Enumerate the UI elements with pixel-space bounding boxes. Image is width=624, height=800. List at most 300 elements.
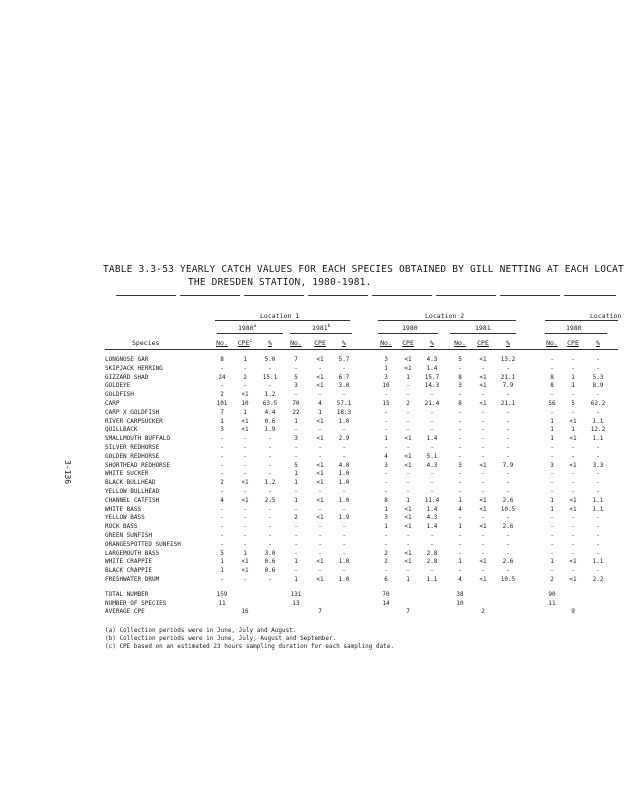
species-row-cell: - bbox=[220, 514, 224, 522]
species-row-cell: 3 bbox=[384, 461, 388, 469]
species-row-cell: - bbox=[550, 356, 554, 363]
species-row-cell: - bbox=[506, 444, 510, 451]
species-row-cell: - bbox=[596, 444, 600, 451]
species-row-cell: 1 bbox=[571, 382, 575, 390]
species-row-cell: 6 bbox=[384, 576, 388, 583]
species-row-cell: <1 bbox=[569, 505, 577, 513]
species-row-cell: 8 bbox=[550, 373, 554, 381]
species-row-cell: - bbox=[243, 435, 247, 443]
table-title: TABLE 3.3-53 YEARLY CATCH VALUES FOR EACH SPECIES OBTAINED BY GILL NETTING AT EACH LOCAT bbox=[103, 264, 624, 275]
species-row-cell: 5.3 bbox=[592, 373, 604, 381]
species-row-cell: - bbox=[268, 540, 272, 548]
species-row-cell: - bbox=[430, 540, 434, 548]
species-row-cell: - bbox=[243, 514, 247, 522]
species-row-cell: - bbox=[268, 523, 272, 531]
species-row-cell: 1.1 bbox=[592, 496, 604, 504]
species-row-label: LONGNOSE GAR bbox=[105, 356, 149, 363]
species-row-cell: - bbox=[550, 470, 554, 478]
species-row-cell: <1 bbox=[316, 461, 324, 469]
species-row-cell: 10 bbox=[241, 400, 249, 407]
species-row-cell: 21.4 bbox=[424, 400, 440, 407]
species-row-cell: - bbox=[506, 567, 510, 575]
species-row-cell: 2 bbox=[384, 549, 388, 557]
species-row-cell: <1 bbox=[316, 558, 324, 566]
species-row-cell: - bbox=[481, 549, 485, 557]
species-row-cell: 4 bbox=[458, 505, 462, 513]
species-row-cell: - bbox=[458, 364, 462, 372]
species-row-cell: - bbox=[384, 470, 388, 478]
species-row-cell: - bbox=[268, 488, 272, 495]
species-row-cell: - bbox=[384, 408, 388, 416]
summary-row-cell: 131 bbox=[290, 591, 302, 598]
species-row-cell: - bbox=[268, 461, 272, 469]
species-row-cell: <1 bbox=[479, 373, 487, 381]
species-row-cell: - bbox=[406, 444, 410, 451]
species-row-cell: <1 bbox=[316, 417, 324, 425]
species-row-cell: - bbox=[430, 391, 434, 399]
species-row-cell: - bbox=[571, 479, 575, 487]
species-row-cell: <1 bbox=[479, 523, 487, 531]
species-row-cell: - bbox=[596, 479, 600, 487]
species-row-cell: - bbox=[430, 567, 434, 575]
species-row-cell: 2.6 bbox=[502, 523, 514, 531]
loc2-1980-rule bbox=[378, 333, 438, 334]
species-row-cell: - bbox=[318, 488, 322, 495]
species-row-cell: - bbox=[406, 540, 410, 548]
species-row-cell: - bbox=[458, 444, 462, 451]
species-row-cell: - bbox=[550, 452, 554, 460]
species-row-label: WHITE BASS bbox=[105, 505, 142, 513]
species-row-label: YELLOW BASS bbox=[105, 514, 145, 522]
species-row-cell: - bbox=[506, 470, 510, 478]
species-row-cell: - bbox=[243, 382, 247, 390]
species-row-cell: - bbox=[318, 444, 322, 451]
species-row-cell: - bbox=[406, 382, 410, 390]
species-row-cell: - bbox=[458, 417, 462, 425]
species-row-cell: 14.3 bbox=[424, 382, 440, 390]
species-row-cell: - bbox=[458, 549, 462, 557]
species-row-cell: - bbox=[384, 532, 388, 539]
loc2-1981-rule bbox=[450, 333, 516, 334]
species-row-cell: - bbox=[571, 523, 575, 531]
species-row-cell: - bbox=[550, 364, 554, 372]
summary-row-cell: 70 bbox=[382, 591, 390, 598]
column-header-pct: % bbox=[596, 339, 600, 347]
species-row-cell: 1.0 bbox=[338, 417, 350, 425]
column-header-no: No. bbox=[216, 339, 228, 347]
species-row-cell: 1 bbox=[550, 417, 554, 425]
species-row-cell: - bbox=[458, 532, 462, 539]
species-row-cell: - bbox=[481, 426, 485, 434]
species-row-cell: 1 bbox=[243, 408, 247, 416]
species-row-cell: <1 bbox=[241, 391, 249, 399]
species-row-cell: 1.1 bbox=[592, 435, 604, 443]
species-row-cell: - bbox=[481, 567, 485, 575]
species-row-cell: - bbox=[318, 364, 322, 372]
species-row-cell: 1 bbox=[406, 576, 410, 583]
species-row-cell: - bbox=[506, 549, 510, 557]
loc1-1981-header: 1981$^b$ bbox=[312, 324, 331, 333]
species-row-cell: <1 bbox=[479, 505, 487, 513]
summary-row-cell: 38 bbox=[456, 591, 464, 598]
summary-row-cell: 7 bbox=[406, 608, 410, 615]
species-row-cell: - bbox=[268, 452, 272, 460]
column-header-pct: % bbox=[506, 339, 510, 347]
column-header-pct: % bbox=[268, 339, 272, 347]
species-row-label: SMALLMOUTH BUFFALO bbox=[105, 435, 171, 443]
species-row-cell: - bbox=[430, 426, 434, 434]
species-row-cell: - bbox=[481, 452, 485, 460]
column-header-pct: % bbox=[430, 339, 434, 347]
species-row-cell: - bbox=[342, 452, 346, 460]
species-row-cell: - bbox=[430, 470, 434, 478]
loc3-1980-header: 1980 bbox=[566, 324, 582, 332]
species-row-label: GOLDEN REDHORSE bbox=[105, 452, 160, 460]
species-row-cell: - bbox=[596, 540, 600, 548]
species-row-cell: - bbox=[571, 444, 575, 451]
species-row-label: BLACK BULLHEAD bbox=[105, 479, 156, 487]
species-row-cell: 5 bbox=[458, 356, 462, 363]
species-row-cell: - bbox=[294, 391, 298, 399]
species-row-cell: 6.7 bbox=[338, 373, 350, 381]
species-row-cell: - bbox=[550, 567, 554, 575]
species-row-cell: 70 bbox=[292, 400, 300, 407]
species-row-cell: - bbox=[384, 479, 388, 487]
species-row-cell: 1 bbox=[384, 364, 388, 372]
species-row-cell: 1.9 bbox=[264, 426, 276, 434]
species-row-cell: - bbox=[596, 470, 600, 478]
species-row-cell: <1 bbox=[316, 576, 324, 583]
species-row-cell: - bbox=[318, 523, 322, 531]
species-row-cell: - bbox=[550, 540, 554, 548]
species-row-cell: 8 bbox=[458, 400, 462, 407]
species-row-cell: 5 bbox=[294, 461, 298, 469]
species-row-cell: 3 bbox=[220, 426, 224, 434]
location-1-header: Location 1 bbox=[260, 312, 300, 320]
species-row-cell: - bbox=[458, 488, 462, 495]
species-row-cell: - bbox=[318, 567, 322, 575]
species-row-cell: <1 bbox=[241, 479, 249, 487]
summary-row-cell: 9 bbox=[571, 608, 575, 615]
species-row-cell: - bbox=[384, 540, 388, 548]
species-row-cell: - bbox=[506, 540, 510, 548]
species-row-cell: 3 bbox=[384, 373, 388, 381]
species-row-cell: - bbox=[481, 470, 485, 478]
species-row-cell: - bbox=[571, 452, 575, 460]
species-row-cell: - bbox=[220, 470, 224, 478]
species-row-cell: <1 bbox=[479, 576, 487, 583]
species-row-cell: 3 bbox=[458, 461, 462, 469]
species-row-cell: 2 bbox=[384, 558, 388, 566]
species-row-cell: - bbox=[430, 479, 434, 487]
species-row-cell: - bbox=[596, 452, 600, 460]
species-row-cell: 8 bbox=[550, 382, 554, 390]
species-row-cell: - bbox=[220, 505, 224, 513]
species-row-cell: 1 bbox=[243, 549, 247, 557]
species-row-cell: - bbox=[220, 576, 224, 583]
species-row-cell: - bbox=[506, 435, 510, 443]
species-row-cell: - bbox=[294, 426, 298, 434]
footnote-b: (b) Collection periods were in June, July, August and September. bbox=[105, 635, 337, 642]
species-row-cell: - bbox=[596, 523, 600, 531]
species-row-cell: - bbox=[596, 567, 600, 575]
species-row-cell: - bbox=[268, 576, 272, 583]
species-row-cell: - bbox=[243, 461, 247, 469]
species-row-cell: - bbox=[506, 514, 510, 522]
species-row-cell: <1 bbox=[316, 496, 324, 504]
species-row-cell: - bbox=[550, 532, 554, 539]
species-row-cell: 1 bbox=[294, 496, 298, 504]
species-row-cell: <1 bbox=[479, 382, 487, 390]
summary-row-cell: 11 bbox=[218, 599, 226, 607]
species-row-cell: 22 bbox=[292, 408, 300, 416]
species-row-label: SKIPJACK HERRING bbox=[105, 364, 163, 372]
species-row-cell: 1.4 bbox=[426, 505, 438, 513]
species-row-cell: 7.9 bbox=[502, 461, 514, 469]
species-row-cell: 1 bbox=[458, 523, 462, 531]
species-row-cell: 56 bbox=[548, 400, 556, 407]
species-row-cell: - bbox=[318, 549, 322, 557]
species-row-cell: - bbox=[430, 408, 434, 416]
species-row-cell: 2 bbox=[294, 514, 298, 522]
species-row-cell: 2 bbox=[243, 373, 247, 381]
species-row-cell: - bbox=[294, 523, 298, 531]
species-row-cell: - bbox=[342, 540, 346, 548]
species-row-cell: - bbox=[458, 514, 462, 522]
species-row-cell: - bbox=[596, 408, 600, 416]
species-row-cell: 1 bbox=[571, 426, 575, 434]
species-row-cell: <1 bbox=[569, 417, 577, 425]
species-row-cell: 1 bbox=[220, 567, 224, 575]
species-row-cell: <1 bbox=[404, 549, 412, 557]
species-row-cell: - bbox=[243, 470, 247, 478]
summary-row-cell: 2 bbox=[481, 608, 485, 615]
species-row-label: CARP bbox=[105, 400, 120, 407]
species-row-cell: - bbox=[294, 567, 298, 575]
species-row-cell: 1 bbox=[571, 373, 575, 381]
loc2-1981-header: 1981 bbox=[475, 324, 491, 332]
species-row-cell: 12.2 bbox=[590, 426, 606, 434]
species-row-cell: <1 bbox=[404, 461, 412, 469]
species-row-cell: - bbox=[550, 523, 554, 531]
summary-row-cell: 7 bbox=[318, 608, 322, 615]
loc1-1980-header: 1980$^a$ bbox=[238, 324, 257, 333]
species-row-cell: - bbox=[550, 444, 554, 451]
species-row-cell: - bbox=[506, 408, 510, 416]
species-row-cell: 2 bbox=[406, 400, 410, 407]
species-row-cell: - bbox=[243, 488, 247, 495]
loc1-1981-rule bbox=[290, 333, 352, 334]
species-row-cell: - bbox=[318, 505, 322, 513]
species-row-cell: - bbox=[406, 532, 410, 539]
species-row-cell: 15.1 bbox=[262, 373, 278, 381]
species-row-cell: - bbox=[571, 391, 575, 399]
column-header-cpe: CPE bbox=[477, 339, 489, 347]
species-row-cell: 13.2 bbox=[500, 356, 516, 363]
species-row-cell: <1 bbox=[316, 373, 324, 381]
species-row-cell: 2.9 bbox=[338, 435, 350, 443]
species-row-cell: - bbox=[571, 549, 575, 557]
species-row-cell: <1 bbox=[479, 496, 487, 504]
column-header-cpe: CPE bbox=[402, 339, 414, 347]
species-row-cell: <1 bbox=[404, 452, 412, 460]
species-row-cell: 11.4 bbox=[424, 496, 440, 504]
species-row-cell: <1 bbox=[479, 356, 487, 363]
species-row-cell: 1.0 bbox=[338, 479, 350, 487]
species-row-cell: 15 bbox=[382, 400, 390, 407]
species-row-cell: 4.0 bbox=[338, 461, 350, 469]
species-row-cell: - bbox=[342, 505, 346, 513]
species-row-cell: <1 bbox=[404, 514, 412, 522]
species-row-cell: 3 bbox=[384, 356, 388, 363]
species-row-cell: 1 bbox=[220, 417, 224, 425]
species-row-cell: 2.5 bbox=[264, 496, 276, 504]
species-row-cell: - bbox=[571, 567, 575, 575]
species-row-cell: - bbox=[268, 470, 272, 478]
location-3-header: Location bbox=[590, 312, 622, 320]
species-row-cell: 15.7 bbox=[424, 373, 440, 381]
species-row-cell: - bbox=[220, 540, 224, 548]
species-row-cell: 18.3 bbox=[336, 408, 352, 416]
location-2-rule bbox=[378, 320, 516, 321]
species-row-cell: - bbox=[481, 514, 485, 522]
species-row-label: GREEN SUNFISH bbox=[105, 532, 152, 539]
species-row-cell: - bbox=[243, 532, 247, 539]
species-row-label: QUILLBACK bbox=[105, 426, 138, 434]
summary-row-cell: 13 bbox=[292, 599, 300, 607]
species-row-cell: 3 bbox=[550, 461, 554, 469]
species-row-cell: 0.6 bbox=[264, 417, 276, 425]
column-header-cpe: CPE bbox=[567, 339, 579, 347]
species-row-cell: <1 bbox=[479, 558, 487, 566]
species-row-cell: - bbox=[550, 408, 554, 416]
species-row-cell: <1 bbox=[316, 356, 324, 363]
species-row-cell: 1 bbox=[294, 479, 298, 487]
species-row-cell: 10.5 bbox=[500, 576, 516, 583]
species-row-cell: <1 bbox=[241, 567, 249, 575]
species-row-cell: 3 bbox=[384, 514, 388, 522]
species-row-cell: 62.2 bbox=[590, 400, 606, 407]
species-row-cell: 24 bbox=[218, 373, 226, 381]
species-row-cell: - bbox=[458, 426, 462, 434]
species-row-cell: - bbox=[596, 532, 600, 539]
species-row-cell: - bbox=[481, 408, 485, 416]
species-row-cell: - bbox=[506, 532, 510, 539]
species-row-cell: 1 bbox=[220, 558, 224, 566]
species-row-label: GOLDFISH bbox=[105, 391, 134, 399]
species-row-cell: 1.1 bbox=[592, 505, 604, 513]
species-row-cell: 1.1 bbox=[592, 417, 604, 425]
species-row-cell: - bbox=[406, 391, 410, 399]
species-row-cell: <1 bbox=[241, 426, 249, 434]
species-row-cell: 2 bbox=[220, 479, 224, 487]
species-row-cell: 3.3 bbox=[592, 461, 604, 469]
species-row-cell: 1 bbox=[384, 505, 388, 513]
table-title-line2: THE DRESDEN STATION, 1980-1981. bbox=[188, 277, 372, 288]
species-row-cell: 2.2 bbox=[592, 576, 604, 583]
species-row-cell: - bbox=[406, 408, 410, 416]
species-row-cell: - bbox=[318, 391, 322, 399]
species-row-cell: - bbox=[571, 532, 575, 539]
species-row-cell: - bbox=[268, 532, 272, 539]
species-row-cell: - bbox=[243, 523, 247, 531]
species-row-cell: - bbox=[342, 391, 346, 399]
species-row-cell: 1 bbox=[550, 558, 554, 566]
summary-row-cell: 10 bbox=[456, 599, 464, 607]
species-row-cell: 1.4 bbox=[426, 364, 438, 372]
species-row-label: FRESHWATER DRUM bbox=[105, 576, 160, 583]
loc3-1980-rule bbox=[545, 333, 607, 334]
summary-row-cell: 90 bbox=[548, 591, 556, 598]
species-row-cell: 2.6 bbox=[502, 496, 514, 504]
species-row-cell: 2 bbox=[550, 576, 554, 583]
column-header-cpe: CPE$^c$ bbox=[237, 339, 253, 348]
species-row-cell: 5 bbox=[294, 373, 298, 381]
species-row-cell: <1 bbox=[404, 558, 412, 566]
species-row-cell: - bbox=[342, 488, 346, 495]
species-row-label: CARP X GOLDFISH bbox=[105, 408, 160, 416]
species-row-cell: - bbox=[384, 444, 388, 451]
species-row-cell: 1.4 bbox=[426, 435, 438, 443]
species-row-cell: - bbox=[571, 364, 575, 372]
column-header-no: No. bbox=[380, 339, 392, 347]
species-row-cell: - bbox=[458, 452, 462, 460]
species-row-cell: - bbox=[596, 488, 600, 495]
column-header-no: No. bbox=[546, 339, 558, 347]
summary-row-label: NUMBER OF SPECIES bbox=[105, 599, 167, 607]
species-row-cell: - bbox=[342, 444, 346, 451]
species-row-cell: 1 bbox=[458, 558, 462, 566]
species-row-cell: <1 bbox=[479, 461, 487, 469]
column-header-no: No. bbox=[454, 339, 466, 347]
species-row-cell: - bbox=[506, 364, 510, 372]
species-row-cell: <1 bbox=[316, 479, 324, 487]
species-row-cell: - bbox=[220, 435, 224, 443]
species-row-cell: - bbox=[406, 567, 410, 575]
species-row-cell: - bbox=[506, 488, 510, 495]
loc1-1980-rule bbox=[217, 333, 283, 334]
summary-row-cell: 16 bbox=[241, 608, 249, 615]
species-row-label: ORANGESPOTTED SUNFISH bbox=[105, 540, 181, 548]
species-row-cell: <1 bbox=[241, 496, 249, 504]
species-row-cell: - bbox=[506, 417, 510, 425]
species-row-cell: - bbox=[458, 540, 462, 548]
species-row-cell: 1.0 bbox=[338, 470, 350, 478]
cpe-footnote-mark: c bbox=[249, 339, 253, 344]
species-row-label: GOLDEYE bbox=[105, 382, 131, 390]
species-row-cell: - bbox=[318, 452, 322, 460]
species-row-cell: - bbox=[243, 540, 247, 548]
location-2-header: Location 2 bbox=[425, 312, 465, 320]
column-header-no: No. bbox=[290, 339, 302, 347]
species-row-cell: 10.5 bbox=[500, 505, 516, 513]
species-row-cell: - bbox=[220, 488, 224, 495]
species-row-label: SHORTHEAD REDHORSE bbox=[105, 461, 171, 469]
species-row-cell: <1 bbox=[569, 576, 577, 583]
location-3-rule bbox=[545, 320, 618, 321]
species-row-cell: <1 bbox=[316, 435, 324, 443]
species-row-cell: - bbox=[550, 479, 554, 487]
species-row-cell: - bbox=[571, 514, 575, 522]
species-row-cell: 1.0 bbox=[338, 558, 350, 566]
species-row-cell: - bbox=[243, 505, 247, 513]
species-row-cell: - bbox=[406, 417, 410, 425]
species-row-cell: <1 bbox=[404, 364, 412, 372]
species-row-cell: 101 bbox=[216, 400, 228, 407]
species-row-cell: - bbox=[506, 391, 510, 399]
species-row-cell: 4.3 bbox=[426, 461, 438, 469]
species-row-cell: 1.1 bbox=[592, 558, 604, 566]
